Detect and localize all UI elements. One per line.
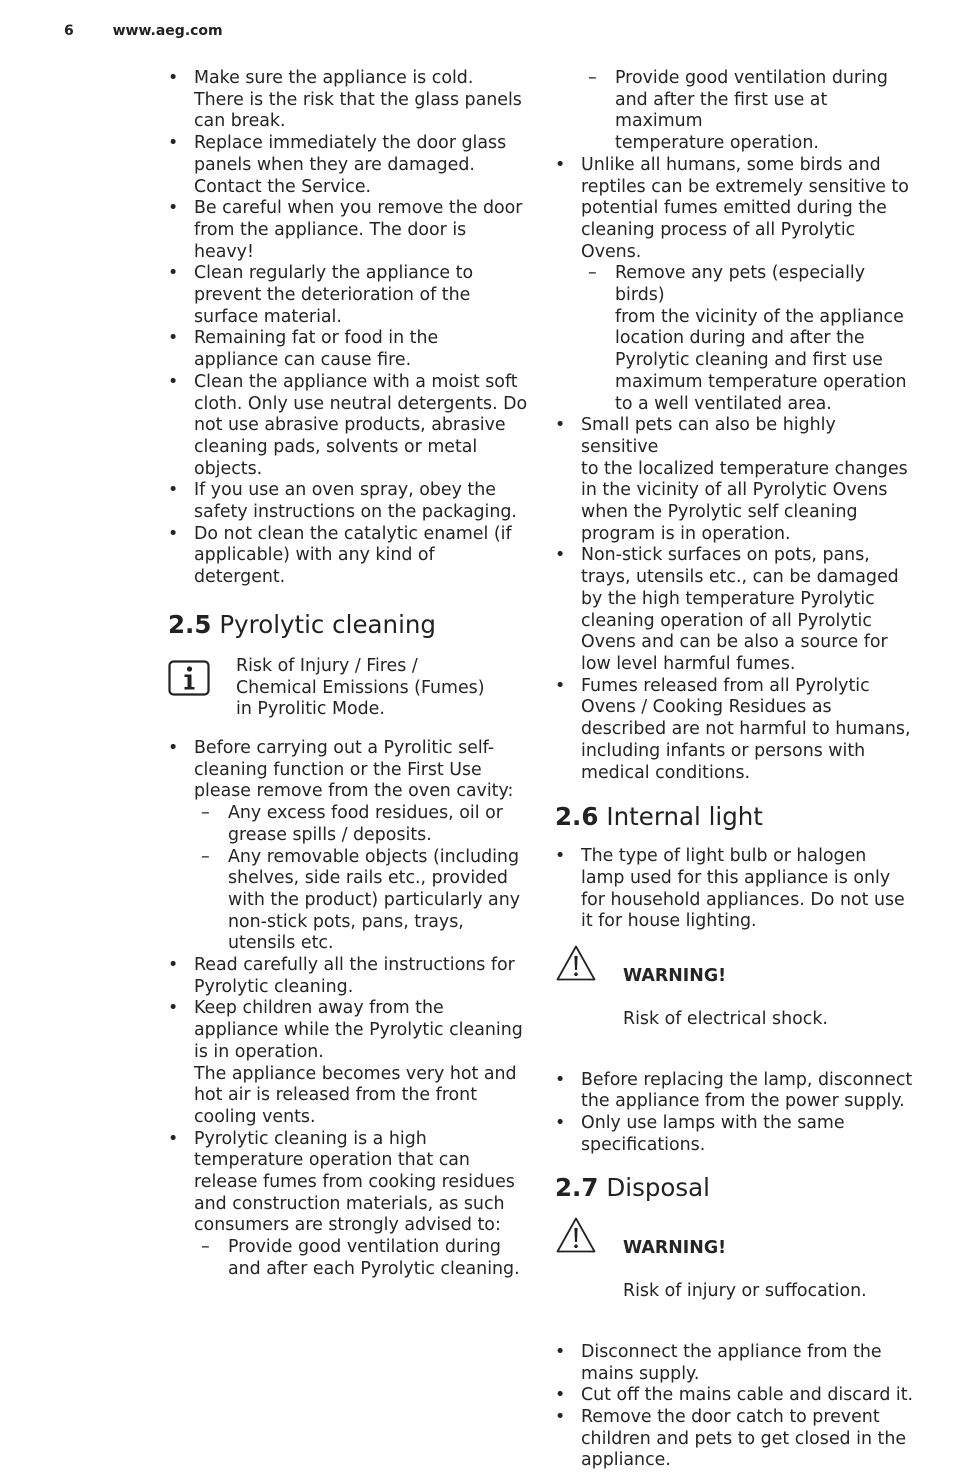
list-item: • Make sure the appliance is cold. There is the risk that the glass panels can break. <box>168 68 530 133</box>
section-heading-2-5: 2.5 Pyrolytic cleaning <box>168 609 436 639</box>
sub-list-item: – Provide good ventilation during and after each Pyrolytic cleaning. <box>194 1237 530 1280</box>
page-number: 6 <box>64 23 74 39</box>
list-item: • If you use an oven spray, obey the safety instructions on the packaging. <box>168 480 530 523</box>
sub-list-item: – Any excess food residues, oil or grease spills / deposits. <box>194 803 530 846</box>
sub-list-item: – Any removable objects (including shelves, side rails etc., provided with the product) particularly any non-stick pots, pans, trays, utensils etc. <box>194 847 530 956</box>
list-item: • Remaining fat or food in the appliance can cause fire. <box>168 328 530 371</box>
pets-fumes-list <box>555 155 917 784</box>
list-item: • Read carefully all the instructions for Pyrolytic cleaning. <box>168 955 530 998</box>
pyrolytic-list <box>168 738 530 1281</box>
sub-list <box>581 263 917 415</box>
page-header <box>64 23 223 39</box>
list-item: • Pyrolytic cleaning is a high temperature operation that can release fumes from cooking residues and construction materials, as such consumers are strongly advised to: – Provide good ventilation during and after each Pyrolytic cleaning. <box>168 1129 530 1281</box>
info-icon <box>168 660 210 700</box>
list-item: • Remove the door catch to prevent children and pets to get closed in the appliance. <box>555 1407 917 1472</box>
warning-text: WARNING! Risk of injury or suffocation. <box>623 1238 867 1302</box>
list-item: • Non-stick surfaces on pots, pans, trays, utensils etc., can be damaged by the high temperature Pyrolytic cleaning operation of all Pyrolytic Ovens and can be also a source for low level harmful fumes. <box>555 545 917 675</box>
sub-list <box>194 803 530 955</box>
list-item: • Replace immediately the door glass panels when they are damaged. Contact the Service. <box>168 133 530 198</box>
info-box <box>168 656 530 721</box>
sub-list <box>194 1237 530 1280</box>
list-item: • Before carrying out a Pyrolitic self- cleaning function or the First Use please remove from the oven cavity: – Any excess food residues, oil or grease spills / deposits. – Any removable objects (including shelves, side rails etc., provided with the product) particularly any non-stick pots, pans, trays, utensils etc. <box>168 738 530 955</box>
warning-box-disposal <box>555 1216 917 1325</box>
list-item: • Cut off the mains cable and discard it. <box>555 1385 917 1407</box>
sub-list-item: – Provide good ventilation during and after the first use at maximum temperature operation. <box>581 68 917 155</box>
sub-list-item: – Remove any pets (especially birds) from the vicinity of the appliance location during and after the Pyrolytic cleaning and first use maximum temperature operation to a well ventilated area. <box>581 263 917 415</box>
section-heading-2-6: 2.6 Internal light <box>555 802 763 832</box>
warning-box-electrical <box>555 944 917 1053</box>
sub-list <box>581 68 917 155</box>
list-item: • Fumes released from all Pyrolytic Ovens / Cooking Residues as described are not harmful to humans, including infants or persons with medical conditions. <box>555 676 917 785</box>
list-item: • Clean regularly the appliance to prevent the deterioration of the surface material. <box>168 263 530 328</box>
list-item: • Do not clean the catalytic enamel (if applicable) with any kind of detergent. <box>168 524 530 589</box>
website-link[interactable]: www.aeg.com <box>112 23 223 39</box>
list-item: • Disconnect the appliance from the mains supply. <box>555 1342 917 1385</box>
list-item: • Be careful when you remove the door from the appliance. The door is heavy! <box>168 198 530 263</box>
section-heading-2-7: 2.7 Disposal <box>555 1173 710 1203</box>
disposal-list <box>555 1342 917 1472</box>
left-column <box>168 68 530 1281</box>
info-text: Risk of Injury / Fires / Chemical Emissions (Fumes) in Pyrolitic Mode. <box>236 655 485 720</box>
list-item: • The type of light bulb or halogen lamp used for this appliance is only for household appliances. Do not use it for house lighting. <box>555 846 917 933</box>
lamp-list <box>555 1070 917 1157</box>
warning-triangle-icon <box>555 1216 597 1258</box>
list-item: • Unlike all humans, some birds and reptiles can be extremely sensitive to potential fumes emitted during the cleaning process of all Pyrolytic Ovens. – Remove any pets (especially birds) from the vicinity of the appliance location during and after the Pyrolytic cleaning and first use maximum temperature operation to a well ventilated area. <box>555 155 917 415</box>
warning-triangle-icon <box>555 944 597 986</box>
safety-cleaning-list <box>168 68 530 589</box>
right-column <box>555 68 917 1472</box>
list-item: • Before replacing the lamp, disconnect the appliance from the power supply. <box>555 1070 917 1113</box>
list-item: • Keep children away from the appliance while the Pyrolytic cleaning is in operation. The appliance becomes very hot and hot air is released from the front cooling vents. <box>168 998 530 1128</box>
list-item: • Small pets can also be highly sensitive to the localized temperature changes in the vicinity of all Pyrolytic Ovens when the Pyrolytic self cleaning program is in operation. <box>555 415 917 545</box>
warning-text: WARNING! Risk of electrical shock. <box>623 965 828 1030</box>
list-item: • Only use lamps with the same specifications. <box>555 1113 917 1156</box>
internal-light-list <box>555 846 917 933</box>
list-item: • Clean the appliance with a moist soft cloth. Only use neutral detergents. Do not use abrasive products, abrasive cleaning pads, solvents or metal objects. <box>168 372 530 481</box>
